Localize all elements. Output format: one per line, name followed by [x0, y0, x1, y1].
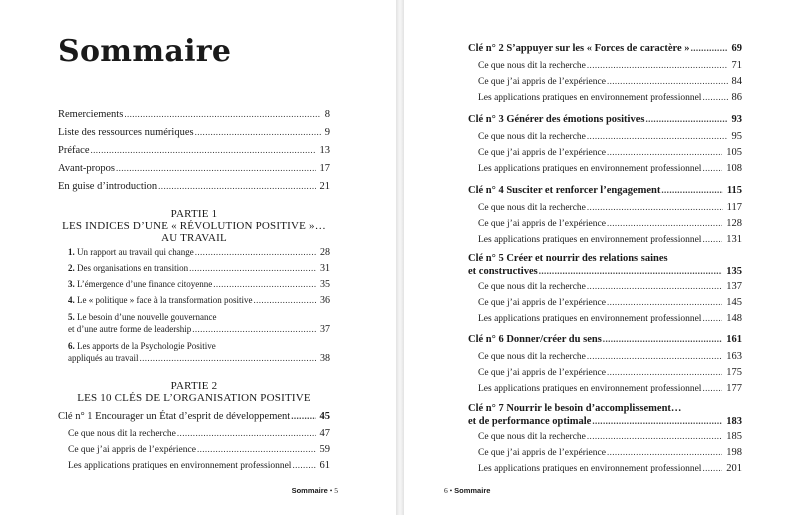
toc-key-7-sub-2[interactable]: Ce que j’ai appris de l’expérience ..... 198	[478, 447, 742, 458]
toc-key-7-sub-1[interactable]: Ce que nous dit la recherche ..... 185	[478, 431, 742, 442]
toc-key-1-sub-2[interactable]: Ce que j’ai appris de l’expérience ..... 59	[68, 444, 330, 455]
toc-entry-introduction[interactable]: En guise d’introduction ..... 21	[58, 181, 330, 192]
footer-left	[292, 486, 338, 495]
right-page	[404, 0, 800, 515]
toc-entry-ressources[interactable]: Liste des ressources numériques ..... 9	[58, 127, 330, 138]
part-1-heading	[58, 208, 330, 244]
toc-entry-remerciements[interactable]: Remerciements ..... 8	[58, 109, 330, 120]
toc-key-5-sub-2[interactable]: Ce que j’ai appris de l’expérience ..... 145	[478, 297, 742, 308]
toc-key-6-sub-3[interactable]: Les applications pratiques en environnement professionnel ..... 177	[478, 383, 742, 394]
toc-key-1-sub-3[interactable]: Les applications pratiques en environnement professionnel ..... 61	[68, 460, 330, 471]
toc-key-2-sub-3[interactable]: Les applications pratiques en environnement professionnel ..... 86	[478, 92, 742, 103]
footer-right	[444, 486, 490, 495]
toc-chapter-5[interactable]: 5. Le besoin d’une nouvelle gouvernance et d’une autre forme de leadership ..... 37	[68, 311, 330, 336]
toc-key-3-sub-1[interactable]: Ce que nous dit la recherche ..... 95	[478, 131, 742, 142]
footer-page-number: 6	[444, 486, 448, 495]
toc-chapter-2[interactable]: 2. Des organisations en transition ..... 31	[68, 263, 330, 274]
toc-key-6[interactable]: Clé n° 6 Donner/créer du sens ..... 161	[468, 334, 742, 345]
part-2-heading	[58, 380, 330, 404]
toc-key-5[interactable]: Clé n° 5 Créer et nourrir des relations saines et constructives ..... 135	[468, 252, 742, 278]
toc-key-3[interactable]: Clé n° 3 Générer des émotions positives ..... 93	[468, 114, 742, 125]
toc-chapter-6[interactable]: 6. Les apports de la Psychologie Positive appliqués au travail ..... 38	[68, 340, 330, 365]
toc-entry-preface[interactable]: Préface ..... 13	[58, 145, 330, 156]
toc-chapter-4[interactable]: 4. Le « politique » face à la transformation positive ..... 36	[68, 295, 330, 306]
footer-separator: •	[449, 486, 453, 495]
part-2-number: PARTIE 2	[170, 380, 218, 392]
toc-key-4-sub-3[interactable]: Les applications pratiques en environnement professionnel ..... 131	[478, 234, 742, 245]
toc-entry-avant-propos[interactable]: Avant-propos ..... 17	[58, 163, 330, 174]
toc-key-5-sub-1[interactable]: Ce que nous dit la recherche ..... 137	[478, 281, 742, 292]
footer-label: Sommaire	[291, 486, 328, 495]
toc-key-2-sub-2[interactable]: Ce que j’ai appris de l’expérience ..... 84	[478, 76, 742, 87]
part-1-title-line2: AU TRAVAIL	[161, 232, 227, 244]
book-gutter	[396, 0, 404, 515]
toc-key-6-sub-2[interactable]: Ce que j’ai appris de l’expérience ..... 175	[478, 367, 742, 378]
page-title: Sommaire	[58, 34, 232, 69]
toc-key-4[interactable]: Clé n° 4 Susciter et renforcer l’engagement ..... 115	[468, 185, 742, 196]
toc-key-2[interactable]: Clé n° 2 S’appuyer sur les « Forces de caractère » ..... 69	[468, 43, 742, 54]
toc-key-3-sub-2[interactable]: Ce que j’ai appris de l’expérience ..... 105	[478, 147, 742, 158]
toc-key-5-sub-3[interactable]: Les applications pratiques en environnement professionnel ..... 148	[478, 313, 742, 324]
footer-page-number: 5	[334, 486, 338, 495]
toc-key-4-sub-1[interactable]: Ce que nous dit la recherche ..... 117	[478, 202, 742, 213]
part-2-title: LES 10 CLÉS DE L’ORGANISATION POSITIVE	[77, 392, 311, 404]
toc-key-2-sub-1[interactable]: Ce que nous dit la recherche ..... 71	[478, 60, 742, 71]
toc-key-7-sub-3[interactable]: Les applications pratiques en environnement professionnel ..... 201	[478, 463, 742, 474]
toc-key-7[interactable]: Clé n° 7 Nourrir le besoin d’accomplissement… et de performance optimale ..... 183	[468, 402, 742, 428]
toc-chapter-3[interactable]: 3. L’émergence d’une finance citoyenne ..... 35	[68, 279, 330, 290]
left-page	[0, 0, 396, 515]
part-1-number: PARTIE 1	[170, 208, 218, 220]
footer-label: Sommaire	[454, 486, 491, 495]
part-1-title-line1: LES INDICES D’UNE « RÉVOLUTION POSITIVE »…	[62, 220, 326, 232]
footer-separator: •	[329, 486, 333, 495]
toc-key-3-sub-3[interactable]: Les applications pratiques en environnement professionnel ..... 108	[478, 163, 742, 174]
toc-key-1-sub-1[interactable]: Ce que nous dit la recherche ..... 47	[68, 428, 330, 439]
toc-chapter-1[interactable]: 1. Un rapport au travail qui change ..... 28	[68, 247, 330, 258]
toc-key-4-sub-2[interactable]: Ce que j’ai appris de l’expérience ..... 128	[478, 218, 742, 229]
toc-key-6-sub-1[interactable]: Ce que nous dit la recherche ..... 163	[478, 351, 742, 362]
toc-key-1[interactable]: Clé n° 1 Encourager un État d’esprit de développement ..... 45	[58, 411, 330, 422]
